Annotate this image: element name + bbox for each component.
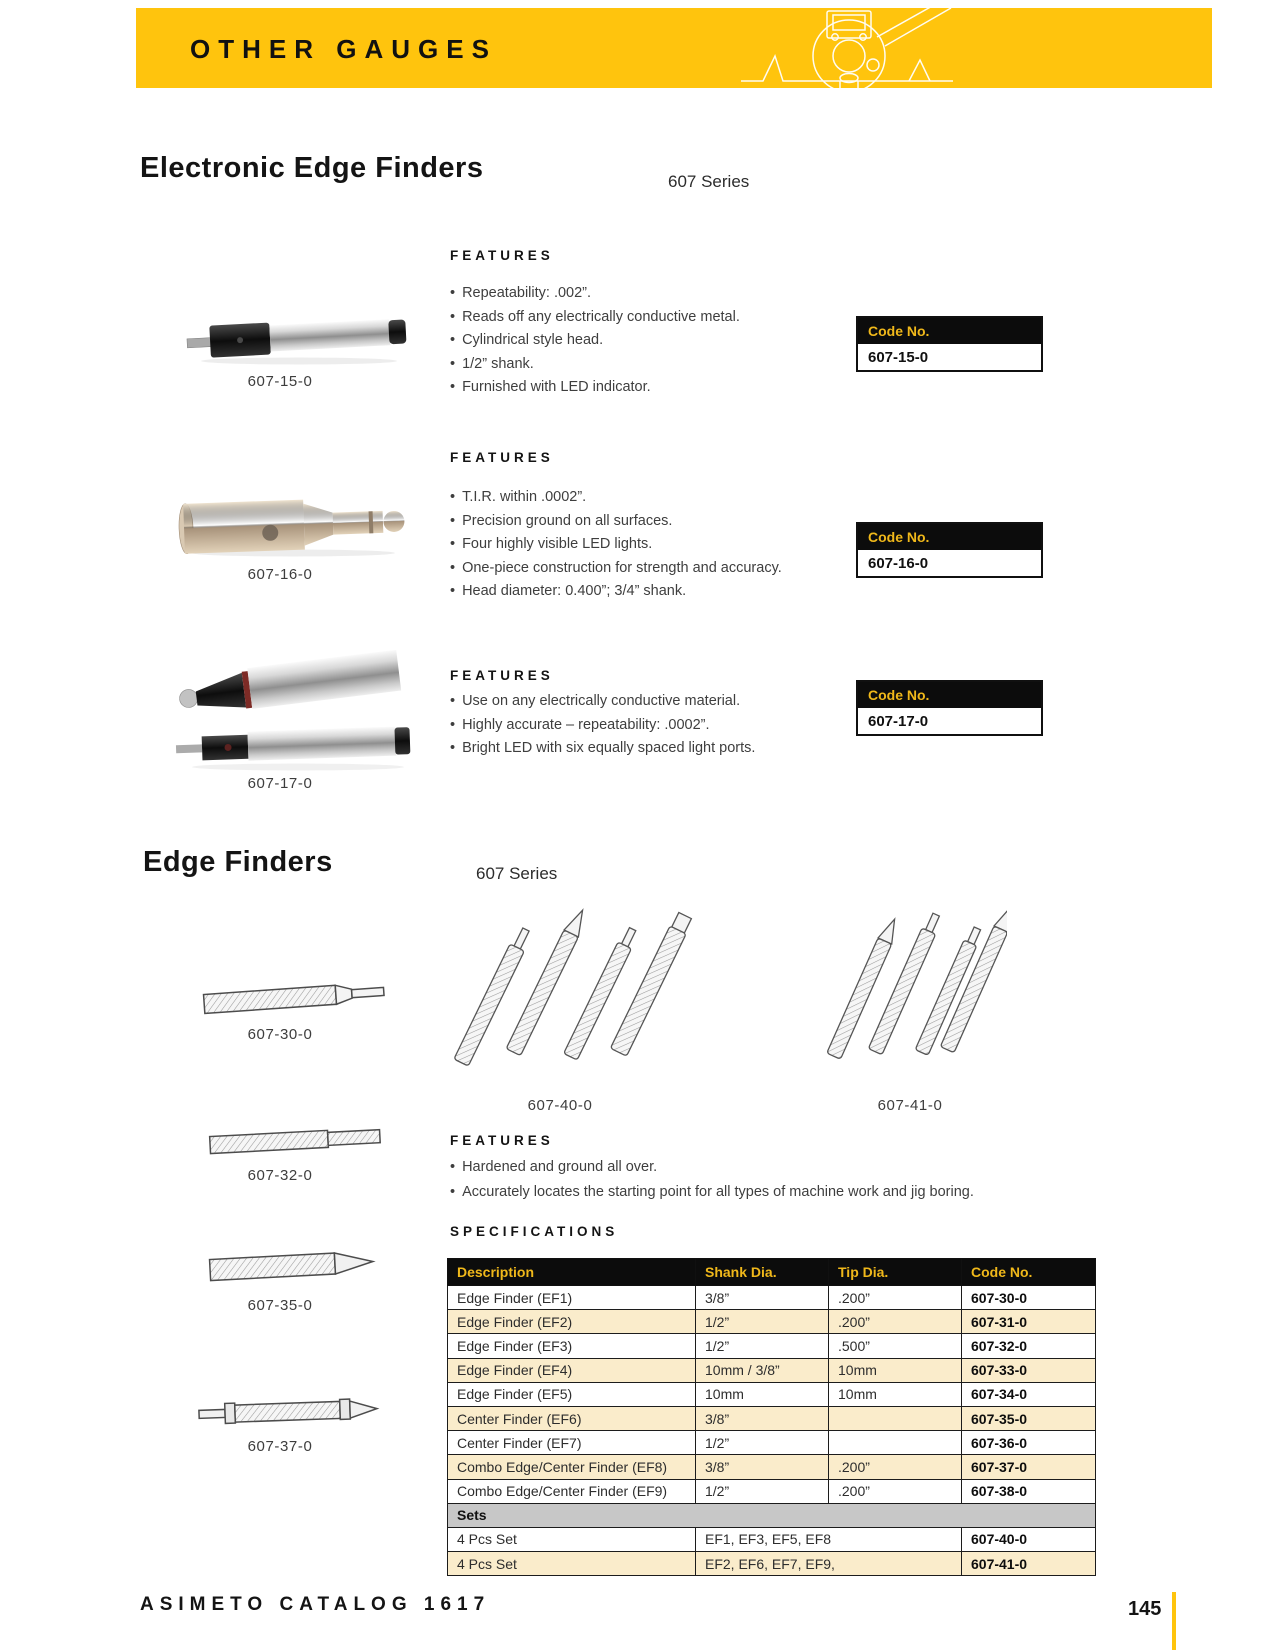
cell-tip <box>829 1406 962 1430</box>
page-number: 145 <box>1128 1598 1162 1620</box>
cell-set-contents: EF1, EF3, EF5, EF8 <box>696 1527 962 1551</box>
cell-description: Edge Finder (EF1) <box>448 1286 696 1310</box>
feature-item: • Bright LED with six equally spaced light ports. <box>450 737 840 761</box>
table-row <box>448 1310 1096 1334</box>
feature-item: • Accurately locates the starting point for all types of machine work and jig boring. <box>450 1180 1010 1205</box>
code-label: Code No. <box>858 318 1041 344</box>
cell-tip: .200” <box>829 1455 962 1479</box>
cell-code: 607-36-0 <box>962 1431 1096 1455</box>
cell-tip <box>829 1431 962 1455</box>
table-row <box>448 1358 1096 1382</box>
feature-item: • Reads off any electrically conductive metal. <box>450 306 840 330</box>
page-number-accent-bar <box>1172 1592 1176 1650</box>
section-title-edge-finders: Edge Finders <box>143 846 333 878</box>
cell-description: 4 Pcs Set <box>448 1527 696 1551</box>
table-row <box>448 1527 1096 1551</box>
cell-shank: 10mm <box>696 1382 829 1406</box>
header-banner <box>136 8 1212 88</box>
feature-item: • Furnished with LED indicator. <box>450 376 840 400</box>
page-header-title: OTHER GAUGES <box>190 34 497 64</box>
cell-shank: 1/2” <box>696 1479 829 1503</box>
cell-code: 607-41-0 <box>962 1552 1096 1576</box>
specifications-heading: SPECIFICATIONS <box>450 1224 619 1239</box>
series-label-electronic: 607 Series <box>668 172 750 191</box>
product-caption: 607-32-0 <box>247 1167 313 1184</box>
features-heading: FEATURES <box>450 1133 554 1148</box>
product-image-607-15-0 <box>183 308 415 371</box>
table-header-row <box>448 1259 1096 1286</box>
table-row <box>448 1286 1096 1310</box>
cell-description: Combo Edge/Center Finder (EF8) <box>448 1455 696 1479</box>
cell-tip: .200” <box>829 1479 962 1503</box>
feature-item: • Highly accurate – repeatability: .0002”. <box>450 714 840 738</box>
cell-code: 607-35-0 <box>962 1406 1096 1430</box>
features-list <box>450 690 840 761</box>
product-image-607-32-0 <box>205 1120 390 1167</box>
sets-label: Sets <box>448 1503 1096 1527</box>
table-row <box>448 1479 1096 1503</box>
code-value: 607-16-0 <box>868 555 929 572</box>
cell-tip: .200” <box>829 1310 962 1334</box>
cell-shank: 1/2” <box>696 1431 829 1455</box>
product-caption: 607-40-0 <box>527 1097 593 1114</box>
table-row <box>448 1382 1096 1406</box>
code-label: Code No. <box>858 682 1041 708</box>
features-list <box>450 1155 1010 1204</box>
product-caption: 607-17-0 <box>247 775 313 792</box>
cell-description: Edge Finder (EF3) <box>448 1334 696 1358</box>
column-header-code-no: Code No. <box>962 1259 1096 1286</box>
cell-code: 607-32-0 <box>962 1334 1096 1358</box>
cell-description: 4 Pcs Set <box>448 1552 696 1576</box>
table-row <box>448 1552 1096 1576</box>
code-label: Code No. <box>858 524 1041 550</box>
cell-tip: 10mm <box>829 1382 962 1406</box>
cell-description: Edge Finder (EF5) <box>448 1382 696 1406</box>
gauge-illustration <box>721 8 981 88</box>
features-heading: FEATURES <box>450 248 554 263</box>
cell-description: Edge Finder (EF2) <box>448 1310 696 1334</box>
cell-code: 607-31-0 <box>962 1310 1096 1334</box>
cell-code: 607-34-0 <box>962 1382 1096 1406</box>
product-image-607-41-0 <box>822 900 1007 1090</box>
product-image-607-35-0 <box>205 1243 390 1294</box>
cell-shank: 3/8” <box>696 1286 829 1310</box>
cell-shank: 10mm / 3/8” <box>696 1358 829 1382</box>
table-section-row-sets <box>448 1503 1096 1527</box>
feature-item: • 1/2” shank. <box>450 353 840 377</box>
product-caption: 607-16-0 <box>247 566 313 583</box>
specifications-table <box>447 1258 1096 1576</box>
cell-shank: 1/2” <box>696 1334 829 1358</box>
product-image-607-17-0 <box>172 645 424 778</box>
code-value: 607-17-0 <box>868 713 929 730</box>
code-box <box>856 522 1043 578</box>
table-row <box>448 1431 1096 1455</box>
feature-item: • Hardened and ground all over. <box>450 1155 1010 1180</box>
cell-code: 607-40-0 <box>962 1527 1096 1551</box>
footer-catalog-label: ASIMETO CATALOG 1617 <box>140 1594 491 1615</box>
table-row <box>448 1406 1096 1430</box>
column-header-shank-dia: Shank Dia. <box>696 1259 829 1286</box>
cell-description: Center Finder (EF7) <box>448 1431 696 1455</box>
column-header-tip-dia: Tip Dia. <box>829 1259 962 1286</box>
cell-description: Center Finder (EF6) <box>448 1406 696 1430</box>
feature-item: • Four highly visible LED lights. <box>450 533 840 557</box>
cell-tip: .200” <box>829 1286 962 1310</box>
cell-code: 607-30-0 <box>962 1286 1096 1310</box>
features-list <box>450 486 840 604</box>
cell-tip: .500” <box>829 1334 962 1358</box>
cell-shank: 1/2” <box>696 1310 829 1334</box>
features-heading: FEATURES <box>450 668 554 683</box>
cell-shank: 3/8” <box>696 1406 829 1430</box>
cell-set-contents: EF2, EF6, EF7, EF9, <box>696 1552 962 1576</box>
cell-code: 607-33-0 <box>962 1358 1096 1382</box>
feature-item: • Head diameter: 0.400”; 3/4” shank. <box>450 580 840 604</box>
product-image-607-16-0 <box>172 494 414 563</box>
code-value: 607-15-0 <box>868 349 929 366</box>
cell-code: 607-37-0 <box>962 1455 1096 1479</box>
code-box <box>856 680 1043 736</box>
product-image-607-30-0 <box>200 975 395 1026</box>
product-image-607-37-0 <box>195 1388 395 1439</box>
feature-item: • Use on any electrically conductive material. <box>450 690 840 714</box>
product-caption: 607-35-0 <box>247 1297 313 1314</box>
feature-item: • Repeatability: .002”. <box>450 282 840 306</box>
features-heading: FEATURES <box>450 450 554 465</box>
feature-item: • Cylindrical style head. <box>450 329 840 353</box>
cell-tip: 10mm <box>829 1358 962 1382</box>
feature-item: • T.I.R. within .0002”. <box>450 486 840 510</box>
product-caption: 607-30-0 <box>247 1026 313 1043</box>
cell-description: Edge Finder (EF4) <box>448 1358 696 1382</box>
product-caption: 607-37-0 <box>247 1438 313 1455</box>
feature-item: • Precision ground on all surfaces. <box>450 510 840 534</box>
feature-item: • One-piece construction for strength and accuracy. <box>450 557 840 581</box>
code-box <box>856 316 1043 372</box>
column-header-description: Description <box>448 1259 696 1286</box>
features-list <box>450 282 840 400</box>
product-image-607-40-0 <box>448 900 703 1090</box>
product-caption: 607-41-0 <box>877 1097 943 1114</box>
cell-shank: 3/8” <box>696 1455 829 1479</box>
cell-code: 607-38-0 <box>962 1479 1096 1503</box>
product-caption: 607-15-0 <box>247 373 313 390</box>
table-row <box>448 1334 1096 1358</box>
table-row <box>448 1455 1096 1479</box>
cell-description: Combo Edge/Center Finder (EF9) <box>448 1479 696 1503</box>
section-title-electronic-edge-finders: Electronic Edge Finders <box>140 152 484 184</box>
series-label-edge-finders: 607 Series <box>476 864 558 883</box>
